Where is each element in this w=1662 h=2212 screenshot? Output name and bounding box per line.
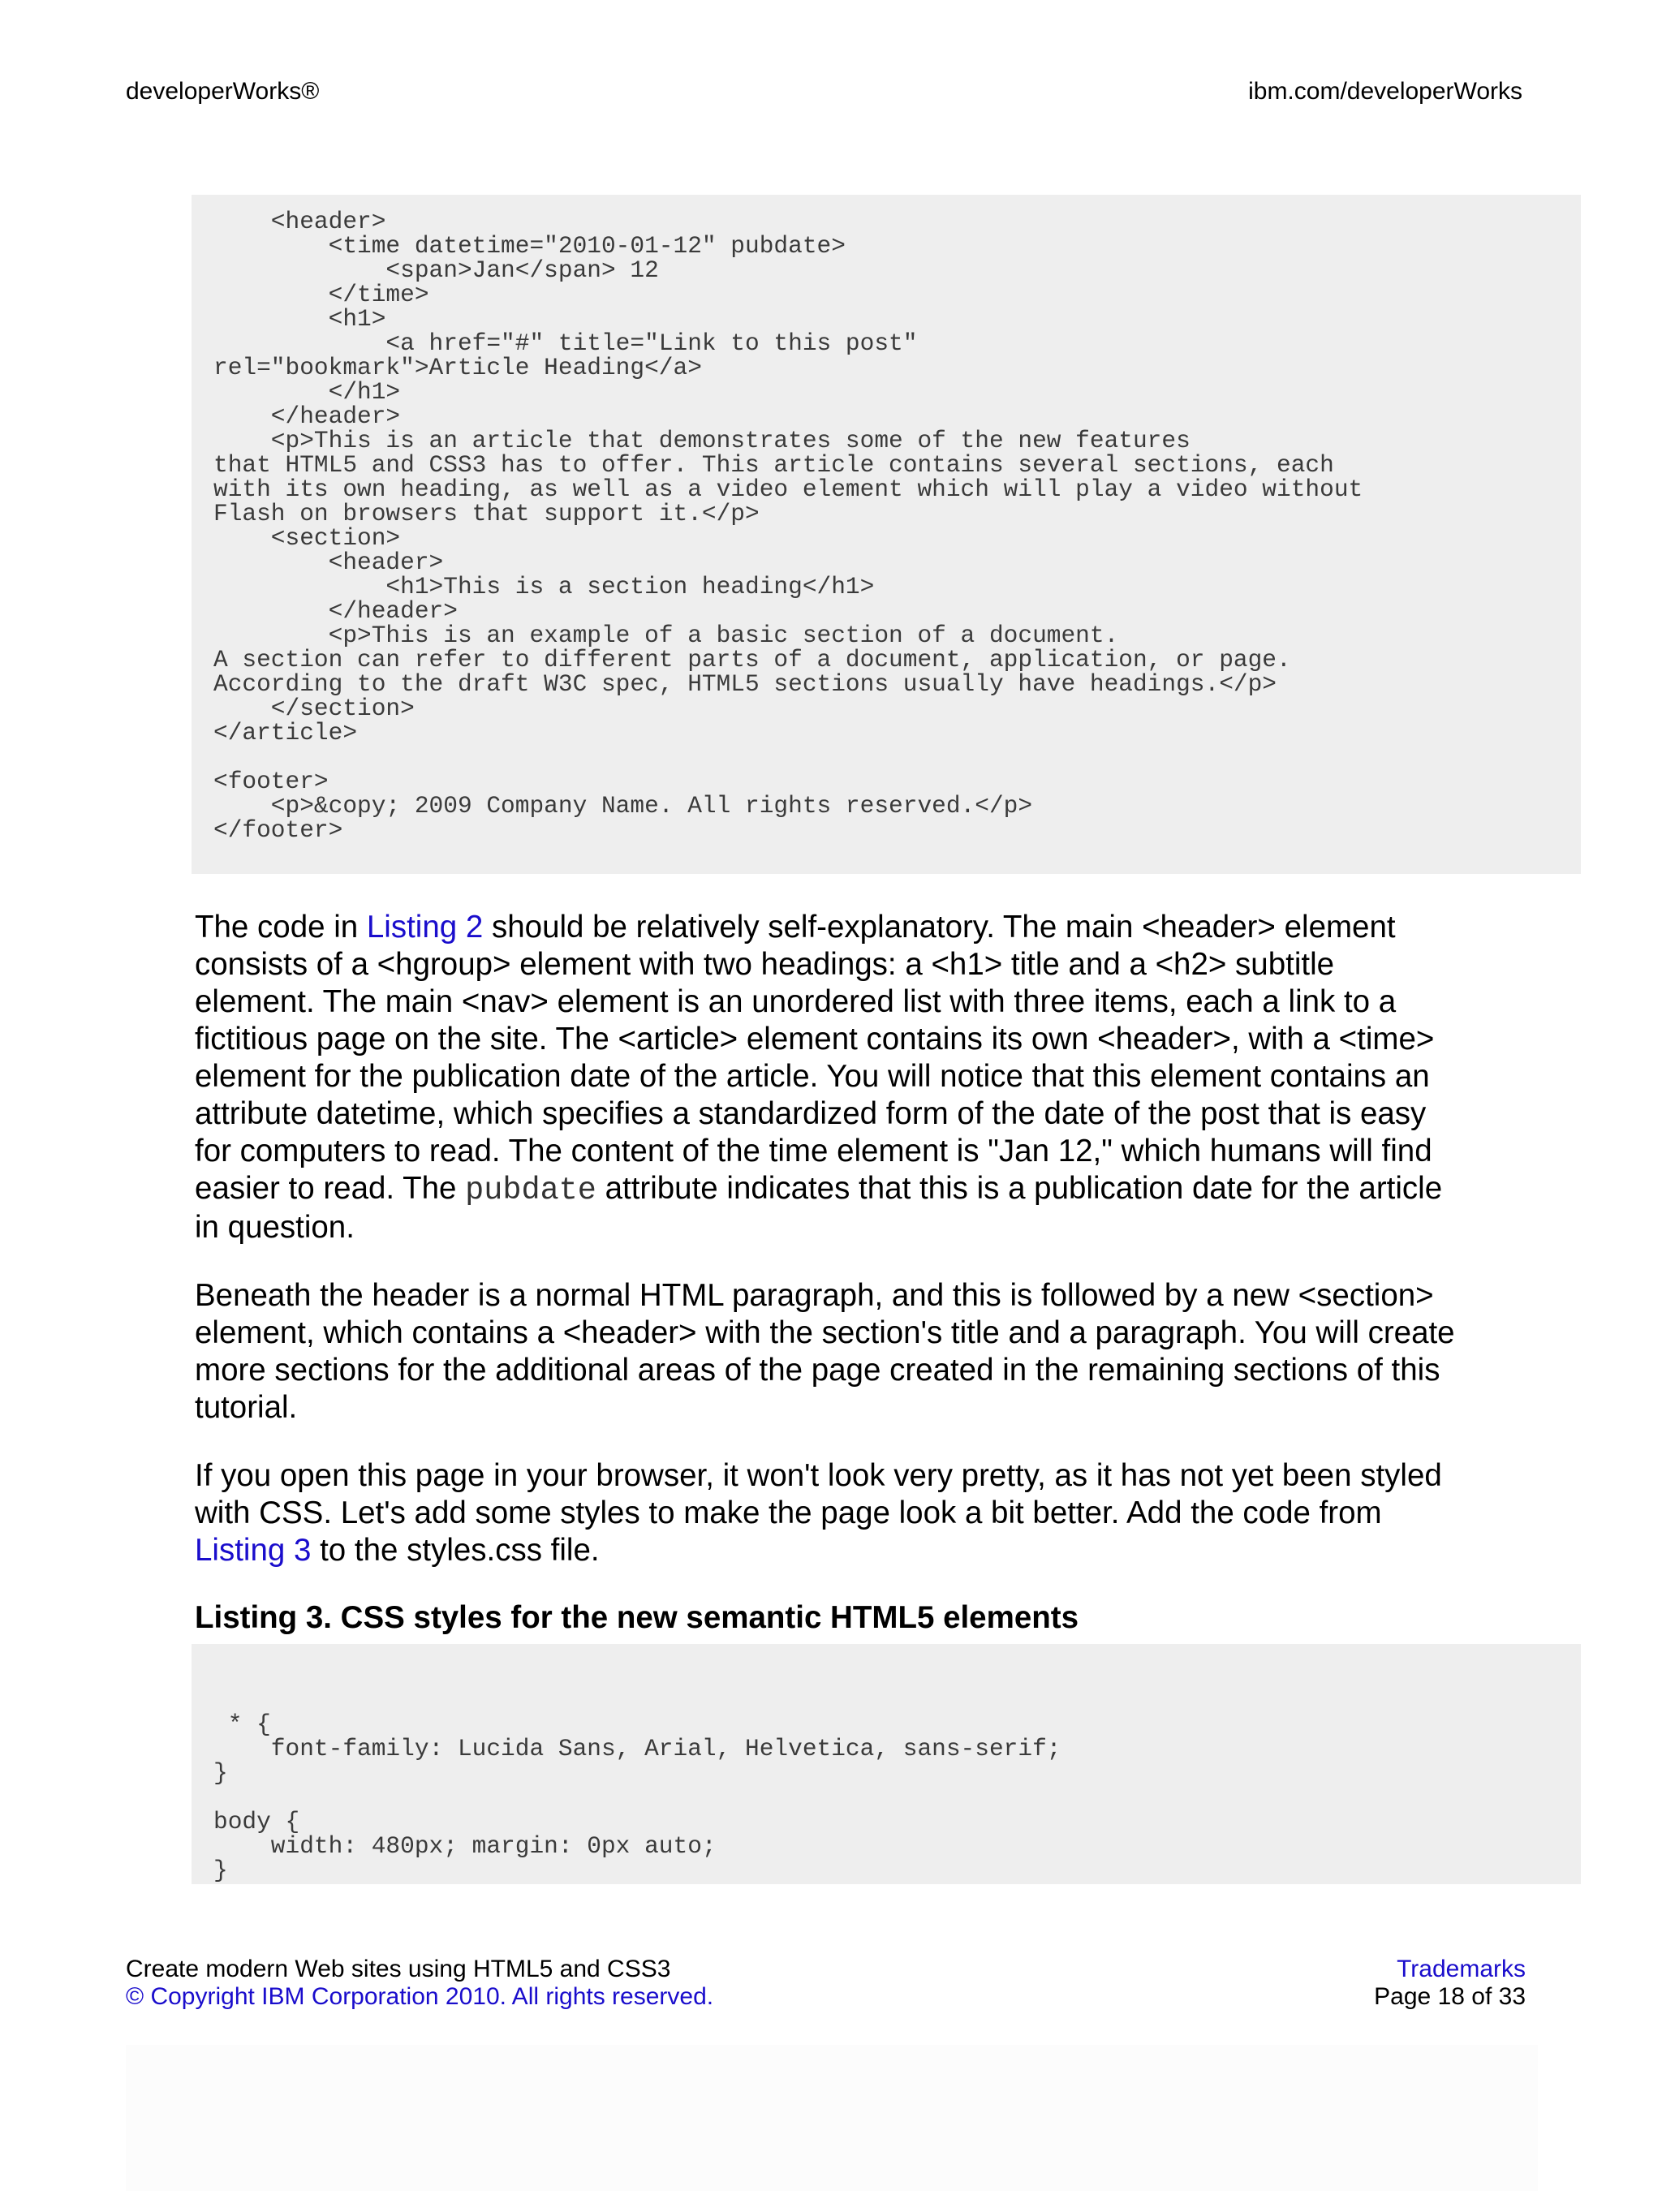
paragraph-styles-intro xyxy=(195,1457,1461,1569)
paragraph-code-explanation xyxy=(195,909,1461,1246)
paragraph-1-text-b: should be relatively self-explanatory. The main <header> element consists of a <hgroup> element with two headings: a <h1> title and a <h2> subtitle element. The main <nav> element is an unordered list with three items, each a link to a fictitious page on the site. The <article> element contains its own <header>, with a <time> element for the publication date of the article. You will notice that this element contains an attribute datetime, which specifies a standardized form of the date of the post that is easy for computers to read. The content of the time element is "Jan 12," which humans will find easier to read. The xyxy=(195,910,1435,1206)
paragraph-1-text-c: attribute indicates that this is a publication date for the article in question. xyxy=(195,1171,1443,1245)
running-header-url: ibm.com/developerWorks xyxy=(1248,78,1522,105)
code-listing-3-text: * { font-family: Lucida Sans, Arial, Helvetica, sans-serif; } body { width: 480px; margin: 0px auto; } xyxy=(213,1711,1061,1884)
running-header-brand: developerWorks® xyxy=(126,78,320,105)
listing-3-title: Listing 3. CSS styles for the new semantic HTML5 elements xyxy=(195,1600,1079,1635)
paragraph-section-explanation: Beneath the header is a normal HTML paragraph, and this is followed by a new <section> element, which contains a <header> with the section's title and a paragraph. You will create more sections for the additional areas of the page created in the remaining sections of this tutorial. xyxy=(195,1278,1455,1425)
listing-2-link[interactable]: Listing 2 xyxy=(366,910,484,945)
code-listing-3 xyxy=(192,1644,1581,1884)
copyright-link[interactable]: © Copyright IBM Corporation 2010. All rights reserved. xyxy=(126,1983,714,2010)
code-listing-2-text: <header> <time datetime="2010-01-12" pubdate> <span>Jan</span> 12 </time> <h1> <a href="#" title="Link to this post" rel="bookmark">Article Heading</a> </h1> </header> <p>This is an article that demonstrates some of the new features that HTML5 and CSS3 has to offer. This article contains several sections, each with its own heading, as well as a video element which will play a video without Flash on browsers that support it.</p> <section> <header> <h1>This is a section heading</h1> </header> <p>This is an example of a basic section of a document. A section can refer to different parts of a document, application, or page. According to the draft W3C spec, HTML5 sections usually have headings.</p> </section> </article> <footer> <p>&copy; 2009 Company Name. All rights reserved.</p> </footer> xyxy=(213,208,1363,844)
listing-3-link[interactable]: Listing 3 xyxy=(195,1533,312,1568)
pubdate-code: pubdate xyxy=(465,1173,596,1208)
trademarks-link[interactable]: Trademarks xyxy=(1397,1956,1526,1982)
footer-right xyxy=(1374,1956,1526,2011)
paragraph-1-text-a: The code in xyxy=(195,910,367,945)
footer-left xyxy=(126,1956,713,2011)
paragraph-3-text-b: to the styles.css file. xyxy=(311,1533,600,1568)
code-listing-2-continued xyxy=(192,195,1581,874)
page-number: Page 18 of 33 xyxy=(1374,1983,1526,2010)
paragraph-3-text-a: If you open this page in your browser, it won't look very pretty, as it has not yet been styled with CSS. Let's add some styles to make the page look a bit better. Add the code from xyxy=(195,1458,1442,1530)
page-bottom-area xyxy=(126,2045,1538,2191)
footer-doc-title: Create modern Web sites using HTML5 and CSS3 xyxy=(126,1956,671,1982)
